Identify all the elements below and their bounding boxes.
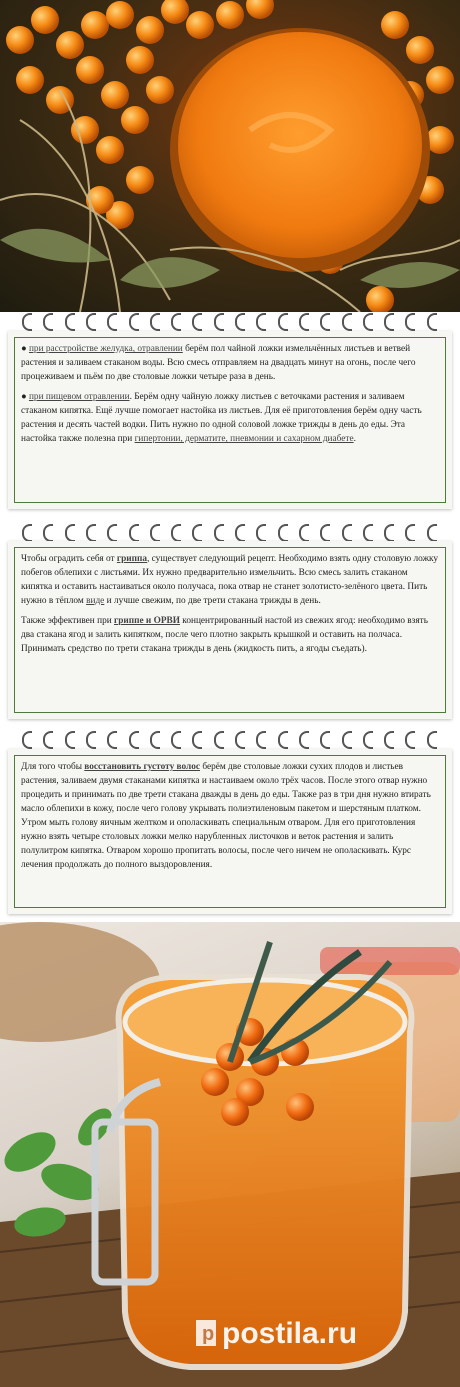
spiral-binding-ring-icon <box>129 524 139 542</box>
link-hair-density[interactable]: восстановить густоту волос <box>84 762 201 772</box>
sea-buckthorn-berry <box>201 1068 229 1096</box>
sea-buckthorn-berry <box>426 66 454 94</box>
card3-p1-pre: Для того чтобы <box>21 762 85 772</box>
spiral-binding-ring-icon <box>235 731 245 749</box>
spiral-binding-ring-icon <box>405 524 415 542</box>
sea-buckthorn-berry <box>146 76 174 104</box>
sea-buckthorn-berry <box>81 11 109 39</box>
bullet-icon: ● <box>21 344 27 354</box>
spiral-binding-ring-icon <box>299 731 309 749</box>
watermark-postila: postila.ru <box>222 1317 358 1350</box>
note-card-1 <box>8 331 452 509</box>
postila-logo-icon <box>196 1320 216 1346</box>
sea-buckthorn-berry <box>121 106 149 134</box>
link-form[interactable]: виде <box>86 596 105 606</box>
sea-buckthorn-berry <box>126 166 154 194</box>
note-card-2-frame <box>14 547 446 713</box>
sea-buckthorn-berry <box>216 1 244 29</box>
sea-buckthorn-berry <box>6 26 34 54</box>
card2-p1-end: и лучше свежим, по две трети стакана трижды в день. <box>104 596 321 606</box>
sea-buckthorn-berry <box>221 1098 249 1126</box>
spiral-binding-ring-icon <box>384 731 394 749</box>
card1-p1-text: берём пол чайной ложки измельчённых листьев и ветвей растения и заливаем стаканом воды. Всю смесь отправляем на двадцать минут на огонь, после чего процеживаем и пьём по две столовые ложки четыре раза в день. <box>21 344 416 382</box>
sea-buckthorn-berry <box>381 11 409 39</box>
spiral-binding-ring-icon <box>342 731 352 749</box>
spiral-binding-ring-icon <box>192 731 202 749</box>
spiral-binding-ring-icon <box>278 524 288 542</box>
note-card-2 <box>8 541 452 719</box>
spiral-binding-ring-icon <box>320 524 330 542</box>
note-card-1-frame <box>14 337 446 503</box>
spiral-binding-ring-icon <box>256 731 266 749</box>
sea-buckthorn-berry <box>56 31 84 59</box>
spiral-binding-ring-icon <box>427 313 437 331</box>
spiral-binding-ring-icon <box>342 524 352 542</box>
card3-p1-text: берём две столовые ложки сухих плодов и листьев растения, заливаем двумя стаканами кипятка и настаиваем около трёх часов. После этого отвар нужно процедить и принимать по две трети стакана дважды в день до еды. Также раз в три дня нужно втирать масло облепихи в кожу, после чего голову укрывать полиэтиленовым пакетом и шерстяным платком. Утром мыть голову яичным желтком и ополаскивать специальным отваром. Для его приготовления нужно взять четыре столовых ложки мелко нарубленных листочков и веток растения и залить полулитром кипятка. Отваром хорошо пропитать волосы, после чего ничем не ополаскивать. Курс лечения продолжать до полного выздоровления. <box>21 762 431 870</box>
spiral-binding-ring-icon <box>43 524 53 542</box>
spiral-binding-ring-icon <box>65 524 75 542</box>
spiral-binding-ring-icon <box>150 524 160 542</box>
spiral-binding-ring-icon <box>43 731 53 749</box>
sea-buckthorn-berry <box>161 0 189 24</box>
sea-buckthorn-berry <box>406 36 434 64</box>
spiral-binding-ring-icon <box>22 524 32 542</box>
card2-p1-text: , существует следующий рецепт. Необходимо взять одну столовую ложку побегов облепихи с листьями. Их нужно предварительно измельчить. Всю смесь залить стаканом кипятка и оставить настаиваться около получаса, пока отвар не станет золотисто-зелёного цвета. Пить нужно в тёплом <box>21 554 439 606</box>
spiral-binding-ring-icon <box>363 313 373 331</box>
note-card-3-frame <box>14 755 446 908</box>
sea-buckthorn-berry <box>76 56 104 84</box>
spiral-binding-ring-icon <box>22 731 32 749</box>
spiral-binding-ring-icon <box>299 524 309 542</box>
spiral-binding-ring-icon <box>278 731 288 749</box>
sea-buckthorn-berry <box>101 81 129 109</box>
top-photo-sea-buckthorn-cream <box>0 0 460 312</box>
spiral-binding-ring-icon <box>214 524 224 542</box>
spiral-binding-ring-icon <box>363 524 373 542</box>
link-hypertension-conditions[interactable]: гипертонии, дерматите, пневмонии и сахарном диабете <box>134 434 354 444</box>
spiral-binding-ring-icon <box>22 313 32 331</box>
sea-buckthorn-berry <box>186 11 214 39</box>
sea-buckthorn-berry <box>96 136 124 164</box>
link-food-poisoning[interactable]: при пищевом отравлении <box>28 392 130 402</box>
spiral-binding-ring-icon <box>427 524 437 542</box>
spiral-binding-ring-icon <box>107 731 117 749</box>
spiral-binding-ring-icon <box>86 731 96 749</box>
spiral-binding-ring-icon <box>214 731 224 749</box>
spiral-binding-ring-icon <box>43 313 53 331</box>
spiral-binding-ring-icon <box>107 524 117 542</box>
sea-buckthorn-berry <box>366 286 394 312</box>
sea-buckthorn-illustration <box>0 0 460 312</box>
spiral-binding-ring-icon <box>299 313 309 331</box>
spiral-binding-ring-icon <box>129 313 139 331</box>
svg-text:p: p <box>202 1323 215 1345</box>
spiral-binding-ring-icon <box>256 313 266 331</box>
bottom-photo-sea-buckthorn-jam <box>0 922 460 1387</box>
sea-buckthorn-berry <box>16 66 44 94</box>
link-flu-orvi[interactable]: гриппе и ОРВИ <box>114 616 180 626</box>
spiral-binding-ring-icon <box>150 313 160 331</box>
spiral-binding-ring-icon <box>320 313 330 331</box>
card2-paragraph-2 <box>21 614 439 656</box>
spiral-binding-ring-icon <box>405 313 415 331</box>
spiral-binding-ring-icon <box>171 731 181 749</box>
sea-buckthorn-berry <box>106 1 134 29</box>
spiral-binding-ring-icon <box>384 524 394 542</box>
spiral-binding-ring-icon <box>192 313 202 331</box>
card2-p2-pre: Также эффективен при <box>21 616 115 626</box>
note-card-3 <box>8 749 452 914</box>
spiral-binding-ring-icon <box>384 313 394 331</box>
spiral-binding-ring-icon <box>171 313 181 331</box>
spiral-binding-ring-icon <box>150 731 160 749</box>
card1-p2-text: . Берём одну чайную ложку листьев с веточками растения и заливаем стаканом кипятка. Ещё лучше помогает настойка из листьев. Для её приготовления берём одну часть растения и десять частей водки. Пить нужно по одной соловой ложке трижды в день до еды. Эта настойка также полезна при <box>21 392 422 444</box>
card3-paragraph-1 <box>21 760 439 872</box>
card1-p2-end: . <box>353 434 356 444</box>
link-stomach-upset[interactable]: при расстройстве желудка, отравлении <box>28 344 183 354</box>
link-flu[interactable]: гриппа <box>116 554 148 564</box>
card2-p1-pre: Чтобы оградить себя от <box>21 554 117 564</box>
spiral-binding-ring-icon <box>171 524 181 542</box>
spiral-binding-ring-icon <box>342 313 352 331</box>
spiral-binding-ring-icon <box>427 731 437 749</box>
spiral-binding-ring-icon <box>65 731 75 749</box>
spiral-binding-ring-icon <box>192 524 202 542</box>
spiral-binding-ring-icon <box>86 524 96 542</box>
spiral-binding-ring-icon <box>405 731 415 749</box>
spiral-binding-ring-icon <box>129 731 139 749</box>
sea-buckthorn-berry <box>31 6 59 34</box>
sea-buckthorn-berry <box>126 46 154 74</box>
sea-buckthorn-berry <box>136 16 164 44</box>
spiral-binding-ring-icon <box>214 313 224 331</box>
spiral-binding-ring-icon <box>320 731 330 749</box>
bullet-icon: ● <box>21 392 27 402</box>
sea-buckthorn-berry <box>246 0 274 19</box>
sea-buckthorn-berry <box>286 1093 314 1121</box>
spiral-binding-ring-icon <box>256 524 266 542</box>
card2-p2-text: концентрированный настой из свежих ягод: необходимо взять два стакана ягод и залить кипятком, после чего плотно закрыть крышкой и оставить на полчаса. Принимать средство по трети стакана трижды в день (жидкость пить, а ягоды съедать). <box>21 616 428 654</box>
card2-paragraph-1 <box>21 552 439 608</box>
spiral-binding-ring-icon <box>107 313 117 331</box>
sea-buckthorn-berry <box>426 126 454 154</box>
spiral-binding-ring-icon <box>65 313 75 331</box>
spiral-binding-ring-icon <box>235 313 245 331</box>
spiral-binding-ring-icon <box>86 313 96 331</box>
spiral-binding-ring-icon <box>235 524 245 542</box>
spiral-binding-ring-icon <box>363 731 373 749</box>
card1-paragraph-1 <box>21 342 439 384</box>
card1-paragraph-2 <box>21 390 439 446</box>
spiral-binding-ring-icon <box>278 313 288 331</box>
